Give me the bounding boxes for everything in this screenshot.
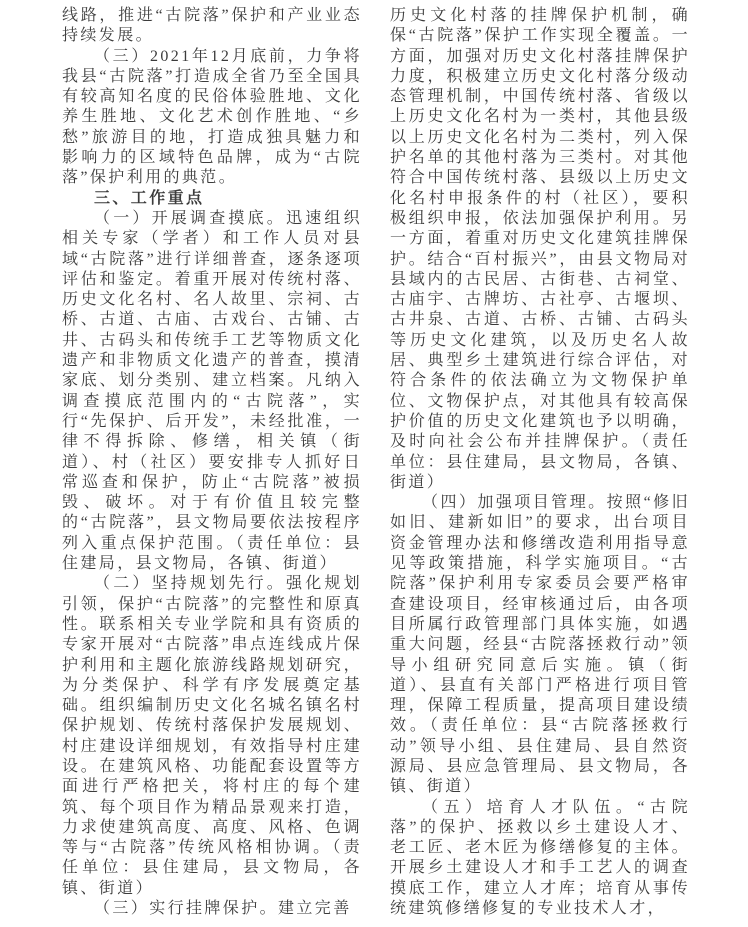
paragraph-point-3-plaque-start: （三）实行挂牌保护。建立完善 xyxy=(94,900,352,918)
paragraph-point-2-planning: （二）坚持规划先行。强化规划引领，保护“古院落”的完整性和原真性。联系相关专业学院和具有资质的专家开展对“古院落”串点连线成片保护利用和主题化旅游线路规划研究，为分类保护、科学有序发展奠定基础。组织编制历史文化名城名镇名村保护规划、传统村落保护发展规划、村庄建设详细规划，有效指导村庄建设。在建筑风格、功能配套设置等方面进行严格把关，将村庄的每个建筑、每个项目作为精品景观来打造，力求使建筑高度、高度、风格、色调等与“古院落”传统风格相协调。（责任单位：县住建局，县文物局，各镇、街道） xyxy=(62,575,362,897)
section-heading-work-priorities: 三、工作重点 xyxy=(94,189,205,207)
paragraph-point-1-survey: （一）开展调查摸底。迅速组织相关专家（学者）和工作人员对县域“古院落”进行详细普查，逐条逐项评估和鉴定。着重开展对传统村落、历史文化名村、名人故里、宗祠、古桥、古道、古庙、古戏台、古铺、古井、古码头和传统手工艺等物质文化遗产和非物质文化遗产的普查，摸清家底、划分类别、建立档案。凡纳入调查摸底范围内的“古院落”，实行“先保护、后开发”，未经批准，一律不得拆除、修缮，相关镇（街道）、村（社区）要安排专人抓好日常巡查和保护，防止“古院落”被损毁、破坏。对于有价值且较完整的“古院落”，县文物局要依法按程序列入重点保护范围。（责任单位：县住建局，县文物局，各镇、街道） xyxy=(62,209,362,573)
text-column-left xyxy=(62,6,362,927)
paragraph-point-5-talent: （五）培育人才队伍。“古院落”的保护、拯救以乡土建设人才、老工匠、老木匠为修缮修复的主体。开展乡土建设人才和手工艺人的调查摸底工作，建立人才库；培育从事传统建筑修缮修复的专业技术人才， xyxy=(390,798,690,918)
paragraph-point-3-goal: （三）2021年12月底前，力争将我县“古院落”打造成全省乃至全国具有较高知名度的民俗体验胜地、文化养生胜地、文化艺术创作胜地、“乡愁”旅游目的地，打造成独具魅力和影响力的区域特色品牌，成为“古院落”保护利用的典范。 xyxy=(62,47,362,187)
paragraph-plaque-continuation: 历史文化村落的挂牌保护机制，确保“古院落”保护工作实现全覆盖。一方面，加强对历史文化村落挂牌保护力度，积极建立历史文化村落分级动态管理机制，中国传统村落、省级以上历史文化名村为一类村，其他县级以上历史文化名村为二类村，列入保护名单的其他村落为三类村。对其他符合中国传统村落、县级以上历史文化名村申报条件的村（社区），要积极组织申报，依法加强保护利用。另一方面，着重对历史文化建筑挂牌保护。结合“百村振兴”，由县文物局对县域内的古民居、古街巷、古祠堂、古庙宇、古牌坊、古社亭、古堰坝、古井泉、古道、古桥、古铺、古码头等历史文化建筑，以及历史名人故居、典型乡土建筑进行综合评估，对符合条件的依法确立为文物保护单位、文物保护点，对其他具有较高保护价值的历史文化建筑也予以明确，及时向社会公布并挂牌保护。（责任单位：县住建局，县文物局，各镇、街道） xyxy=(390,7,690,491)
text-column-right xyxy=(390,6,690,927)
paragraph-continuation: 线路，推进“古院落”保护和产业业态持续发展。 xyxy=(62,7,362,45)
paragraph-point-4-project-management: （四）加强项目管理。按照“修旧如旧、建新如旧”的要求，出台项目资金管理办法和修缮改造利用指导意见等政策措施，科学实施项目。“古院落”保护利用专家委员会要严格审查建设项目，经审核通过后，由各项目所属行政管理部门具体实施，如遇重大问题，经县“古院落拯救行动”领导小组研究同意后实施。镇（街道）、县直有关部门严格进行项目管理，保障工程质量，提高项目建设绩效。（责任单位：县“古院落拯救行动”领导小组、县住建局、县自然资源局、县应急管理局、县文物局，各镇、街道） xyxy=(390,494,690,796)
